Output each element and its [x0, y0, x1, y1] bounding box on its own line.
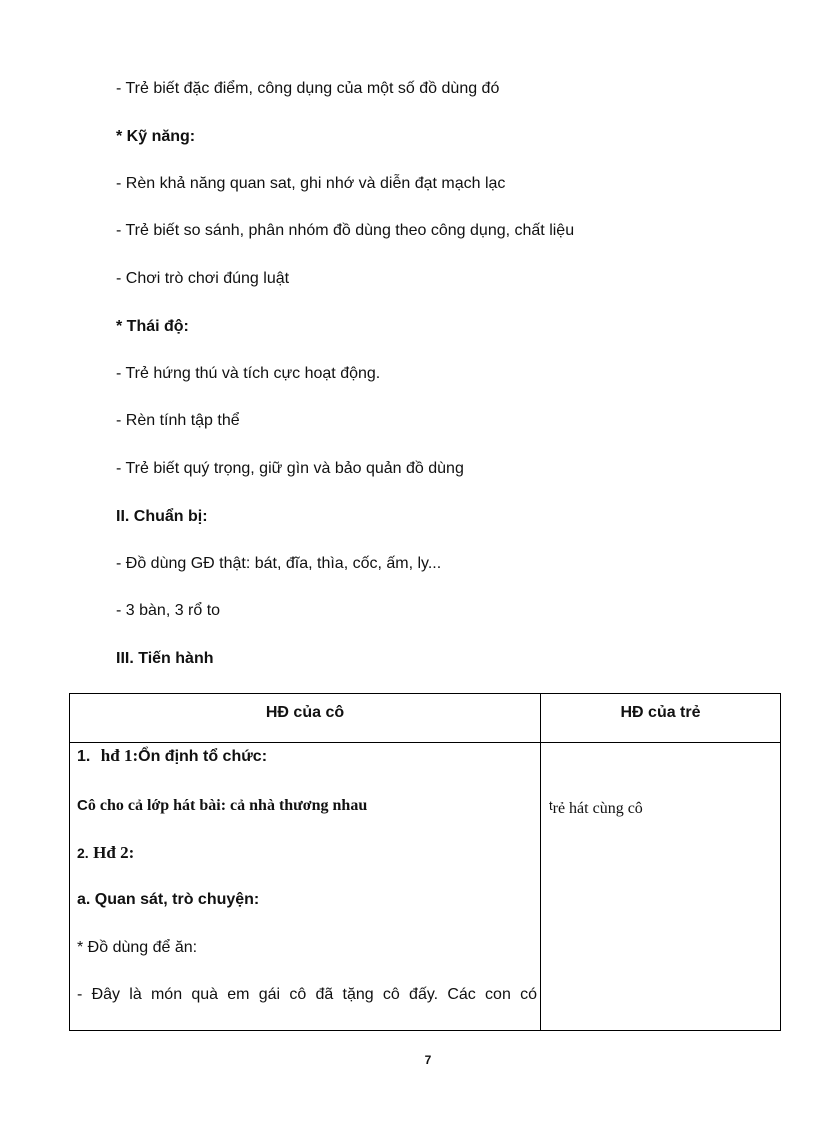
skill-line-observe: - Rèn khả năng quan sat, ghi nhớ và diễn đạt mạch lạc: [116, 175, 506, 192]
header-teacher-activity: HĐ của cô: [70, 694, 541, 743]
eating-tools-heading: * Đồ dùng để ăn:: [77, 939, 198, 956]
header-child-activity: HĐ của trẻ: [541, 694, 781, 743]
skills-heading: * Kỹ năng:: [116, 128, 196, 145]
child-activity-cell: [541, 743, 781, 1031]
activity-1-line: [77, 746, 267, 767]
attitude-line-interest: - Trẻ hứng thú và tích cực hoạt động.: [116, 365, 381, 382]
skill-line-play: - Chơi trò chơi đúng luật: [116, 270, 290, 287]
table-row: [70, 743, 781, 1031]
activity-1-title: Ổn định tổ chức:: [138, 748, 268, 765]
gift-description-line: - Đây là món quà em gái cô đã tặng cô đấy. Các con có: [77, 986, 537, 1003]
activity-2-number: 2.: [77, 845, 89, 861]
sing-instruction-line: [77, 796, 367, 816]
activity-2-label: Hđ 2:: [93, 843, 135, 862]
procedure-heading: III. Tiến hành: [116, 650, 214, 667]
preparation-heading: II. Chuẩn bị:: [116, 508, 208, 525]
activity-1-number: 1.: [77, 748, 91, 765]
activity-table: [69, 693, 781, 1031]
activity-2-line: [77, 843, 134, 864]
attitude-line-collective: - Rèn tính tập thể: [116, 412, 240, 429]
child-sing-line: [549, 796, 643, 819]
objective-line-features: - Trẻ biết đặc điểm, công dụng của một số đồ dùng đó: [116, 80, 500, 97]
sing-instruction-initial: C: [77, 797, 88, 814]
attitude-line-preserve: - Trẻ biết quý trọng, giữ gìn và bảo quản đồ dùng: [116, 460, 464, 477]
child-sing-text: rẻ hát cùng cô: [552, 800, 643, 817]
activity-1-label: hđ 1:: [100, 746, 139, 765]
preparation-line-tables: - 3 bàn, 3 rổ to: [116, 602, 221, 619]
observe-heading: a. Quan sát, trò chuyện:: [77, 891, 260, 908]
skill-line-compare: - Trẻ biết so sánh, phân nhóm đồ dùng theo công dụng, chất liệu: [116, 222, 575, 239]
preparation-line-items: - Đồ dùng GĐ thật: bát, đĩa, thìa, cốc, ấm, ly...: [116, 555, 442, 572]
teacher-activity-cell: [70, 743, 541, 1031]
attitude-heading: * Thái độ:: [116, 318, 189, 335]
child-sing-initial: t: [549, 798, 553, 813]
sing-instruction-text: ô cho cả lớp hát bài: cả nhà thương nhau: [87, 797, 368, 814]
table-header-row: [70, 694, 781, 743]
page-number: 7: [424, 1053, 432, 1067]
